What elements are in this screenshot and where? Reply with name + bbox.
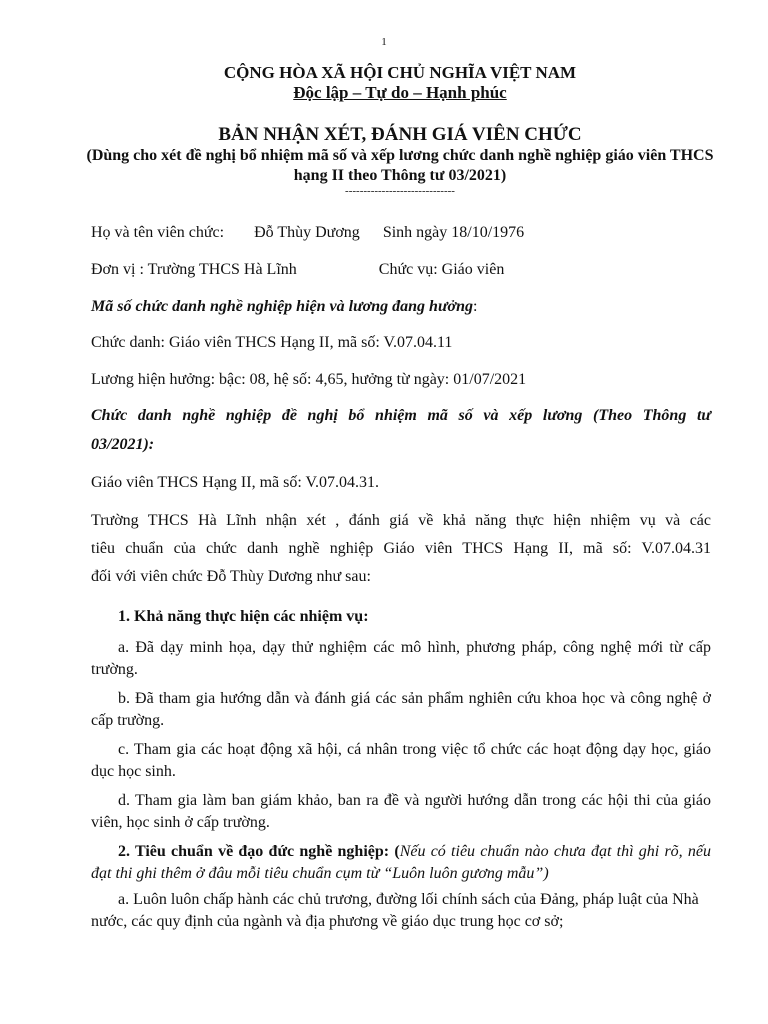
page-number: 1 xyxy=(381,36,387,48)
proposed-value: Giáo viên THCS Hạng II, mã số: V.07.04.31. xyxy=(91,474,379,491)
separator-line: ------------------------------ xyxy=(345,185,455,197)
section2-heading-block xyxy=(91,841,711,885)
heading-colon: : xyxy=(473,298,478,315)
document-subtitle: (Dùng cho xét đề nghị bổ nhiệm mã số và xếp lương chức danh nghề nghiệp giáo viên THCS hạng II theo Thông tư 03/2021) xyxy=(86,147,714,184)
section1-item-b: b. Đã tham gia hướng dẫn và đánh giá các sản phẩm nghiên cứu khoa học và công nghệ ở cấp trường. xyxy=(91,690,711,729)
paren-close: ) xyxy=(543,865,549,882)
current-title-heading: Mã số chức danh nghề nghiệp hiện và lương đang hưởng xyxy=(91,298,474,315)
section1-item-c: c. Tham gia các hoạt động xã hội, cá nhân trong việc tổ chức các hoạt động dạy học, giáo dục học sinh. xyxy=(91,741,711,780)
section2-note: Nếu có tiêu chuẩn nào chưa đạt thì ghi rõ, nếu đạt thi ghi thêm ở đâu mỗi tiêu chuẩn cụm từ “Luôn luôn gương mẫu” xyxy=(91,843,712,882)
section1-item-d: d. Tham gia làm ban giám khảo, ban ra đề và người hướng dẫn trong các hội thi của giáo viên, học sinh ở cấp trường. xyxy=(91,792,711,831)
name-label: Họ và tên viên chức: xyxy=(91,224,225,241)
current-heading-row xyxy=(91,298,711,316)
unit-field: Đơn vị : Trường THCS Hà Lĩnh xyxy=(91,261,297,278)
section1-heading: 1. Khả năng thực hiện các nhiệm vụ: xyxy=(118,608,369,625)
national-motto: Độc lập – Tự do – Hạnh phúc xyxy=(293,83,507,102)
name-row xyxy=(91,224,711,242)
unit-row xyxy=(91,261,711,279)
proposed-heading-line2: 03/2021): xyxy=(91,436,155,453)
section2-heading: 2. Tiêu chuẩn về đạo đức nghề nghiệp: xyxy=(118,843,390,860)
intro-line1: Trường THCS Hà Lĩnh nhận xét , đánh giá về khả năng thực hiện nhiệm vụ và các xyxy=(91,512,711,529)
paren-open: ( xyxy=(389,843,400,860)
current-salary-line: Lương hiện hưởng: bậc: 08, hệ số: 4,65, hưởng từ ngày: 01/07/2021 xyxy=(91,371,527,388)
current-title-line: Chức danh: Giáo viên THCS Hạng II, mã số: V.07.04.11 xyxy=(91,334,453,351)
section1-item-a: a. Đã dạy minh họa, dạy thử nghiệm các mô hình, phương pháp, công nghệ mới từ cấp trường. xyxy=(91,639,711,678)
proposed-heading-line1: Chức danh nghề nghiệp đề nghị bổ nhiệm mã số và xếp lương (Theo Thông tư xyxy=(91,407,711,424)
name-value: Đỗ Thùy Dương xyxy=(254,224,360,241)
position-field: Chức vụ: Giáo viên xyxy=(378,261,505,278)
intro-line2: tiêu chuẩn của chức danh nghề nghiệp Giáo viên THCS Hạng II, mã số: V.07.04.31 xyxy=(91,540,711,557)
document-title: BẢN NHẬN XÉT, ĐÁNH GIÁ VIÊN CHỨC xyxy=(218,124,582,145)
national-header: CỘNG HÒA XÃ HỘI CHỦ NGHĨA VIỆT NAM xyxy=(223,63,577,82)
date-of-birth: Sinh ngày 18/10/1976 xyxy=(382,224,525,241)
section2-item-a: a. Luôn luôn chấp hành các chủ trương, đường lối chính sách của Đảng, pháp luật của Nhà nước, các quy định của ngành và địa phương về giáo dục trung học cơ sở; xyxy=(91,891,699,930)
intro-line3: đối với viên chức Đỗ Thùy Dương như sau: xyxy=(91,568,371,585)
